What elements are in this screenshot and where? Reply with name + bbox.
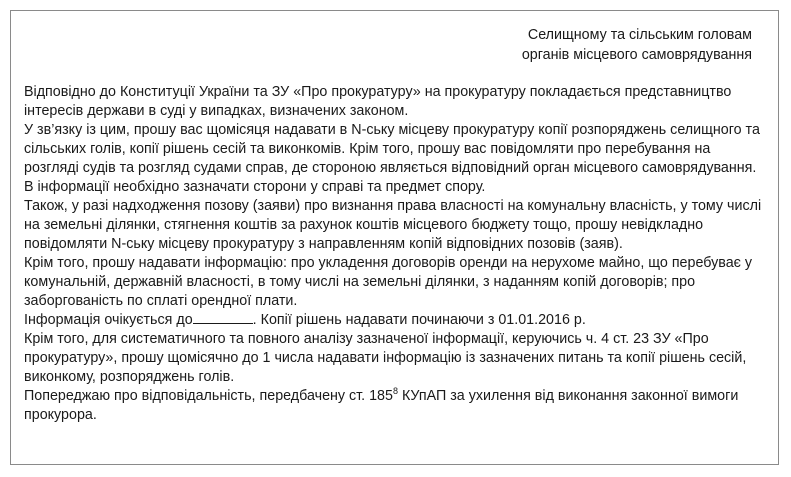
document-frame: [10, 10, 779, 465]
deadline-text-after: . Копії рішень надавати починаючи з 01.01.2016 р.: [252, 312, 586, 328]
paragraph-deadline: [24, 311, 769, 330]
warning-text: Попереджаю про відповідальність, передбачену ст. 185: [24, 388, 393, 404]
warning-text-after: КУпАП за ухилення від виконання законної вимоги прокурора.: [24, 388, 739, 423]
letter-body: [24, 83, 769, 425]
paragraph-monthly-analysis: Крім того, для систематичного та повного аналізу зазначеної інформації, керуючись ч. 4 ст. 23 ЗУ «Про прокуратуру», прошу щомісячно до 1 числа надавати інформацію із зазначених питань та копії рішень сесій, виконкому, розпоряджень голів.: [24, 331, 747, 385]
addressee-line-2: органів місцевого самоврядування: [521, 47, 752, 63]
addressee-line-1: Селищному та сільським головам: [527, 27, 752, 43]
paragraph-lawsuits: Також, у разі надходження позову (заяви) про визнання права власності на комунальну власність, у тому числі на земельні ділянки, стягнення коштів за рахунок коштів місцевого бюджету тощо, прошу невідкладно повідомляти N-ську місцеву прокуратуру з направленням копій відповідних позовів (заяв).: [24, 198, 762, 252]
addressee-block: [522, 25, 752, 65]
paragraph-warning: [24, 387, 769, 425]
article-superscript: 8: [392, 386, 398, 397]
paragraph-intro: Відповідно до Конституції України та ЗУ «Про прокуратуру» на прокуратуру покладається представництво інтересів держави в суді у випадках, визначених законом.: [24, 84, 732, 119]
paragraph-lease-info: Крім того, прошу надавати інформацію: про укладення договорів оренди на нерухоме майно, що перебуває у комунальній, державній власності, в тому числі на земельні ділянки, з наданням копій договорів; про заборгованість по сплаті орендної плати.: [24, 255, 753, 309]
deadline-text: Інформація очікується до: [24, 312, 193, 328]
paragraph-request-copies: У зв’язку із цим, прошу вас щомісяця надавати в N-ську місцеву прокуратуру копії розпоряджень селищного та сільських голів, копії рішень сесій та виконкомів. Крім того, прошу вас повідомляти про перебування на розгляді судів та розгляд судами справ, де стороною являється відповідний орган місцевого самоврядування. В інформації необхідно зазначати сторони у справі та предмет спору.: [24, 122, 760, 195]
deadline-blank: [193, 311, 253, 324]
